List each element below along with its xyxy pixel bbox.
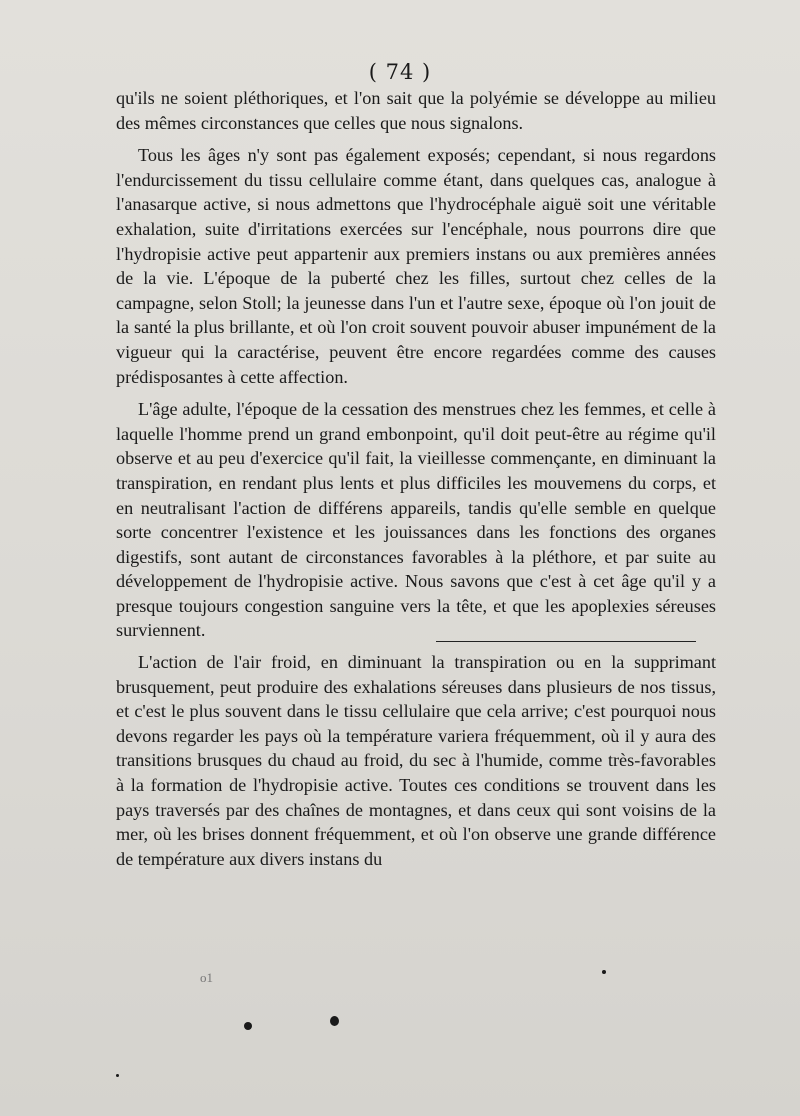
ink-speck (602, 970, 606, 974)
paragraph-adult-age: L'âge adulte, l'époque de la cessation des menstrues chez les femmes, et celle à laquelle l'homme prend un grand embonpoint, qu'il doit peut-être au régime qu'il observe et au peu d'exercice qu'il fait, la vieillesse commençante, en diminuant la transpiration, en rendant plus lents et plus difficiles les mouvemens du corps, et en neutralisant l'action de différens appareils, tandis qu'elle semble en quelque sorte concentrer l'existence et les jouissances dans les fonctions des organes digestifs, sont autant de circonstances favorables à la pléthore, et par suite au développement de l'hydropisie active. Nous savons que c'est à cet âge qu'il y a presque toujours congestion sanguine vers la tête, et que les apoplexies séreuses surviennent. (116, 399, 716, 641)
paragraph-continuation: qu'ils ne soient pléthoriques, et l'on sait que la polyémie se développe au milieu des mêmes circonstances que celles que nous signalons. (116, 88, 716, 133)
page-number: ( 74 ) (368, 60, 432, 84)
footnote-rule (436, 641, 696, 642)
paragraph-cold-air: L'action de l'air froid, en diminuant la transpiration ou en la supprimant brusquement, peut produire des exhalations séreuses dans plusieurs de nos tissus, et c'est le plus souvent dans le tissu cellulaire que cela arrive; c'est pourquoi nous devons regarder les pays où la température variera fréquemment, où il y aura des transitions brusques du chaud au froid, du sec à l'humide, comme très-favorables à la formation de l'hydropisie active. Toutes ces conditions se trouvent dans les pays traversés par des chaînes de montagnes, et dans ceux qui sont voisins de la mer, où les brises donnent fréquemment, et où l'on observe une grande différence de température aux divers instans du (116, 652, 716, 869)
bleed-through-mark: o1 (200, 970, 213, 985)
ink-speck (330, 1016, 339, 1026)
paragraph-ages: Tous les âges n'y sont pas également exposés; cependant, si nous regardons l'endurcissement du tissu cellulaire comme étant, dans quelques cas, analogue à l'anasarque active, si nous admettons que l'hydrocéphale aiguë soit une véritable exhalation, suite d'irritations exercées sur l'encéphale, nous pourrons dire que l'hydropisie active peut appartenir aux premiers instans ou aux premières années de la vie. L'époque de la puberté chez les filles, surtout chez celles de la campagne, selon Stoll; la jeunesse dans l'un et l'autre sexe, époque où l'on jouit de la santé la plus brillante, et où l'on croit souvent pouvoir abuser impunément de la vigueur qui la caractérise, peuvent être encore regardées comme des causes prédisposantes à cette affection. (116, 145, 716, 387)
body-text (116, 86, 716, 871)
ink-speck (116, 1074, 119, 1077)
ink-speck (244, 1022, 252, 1030)
